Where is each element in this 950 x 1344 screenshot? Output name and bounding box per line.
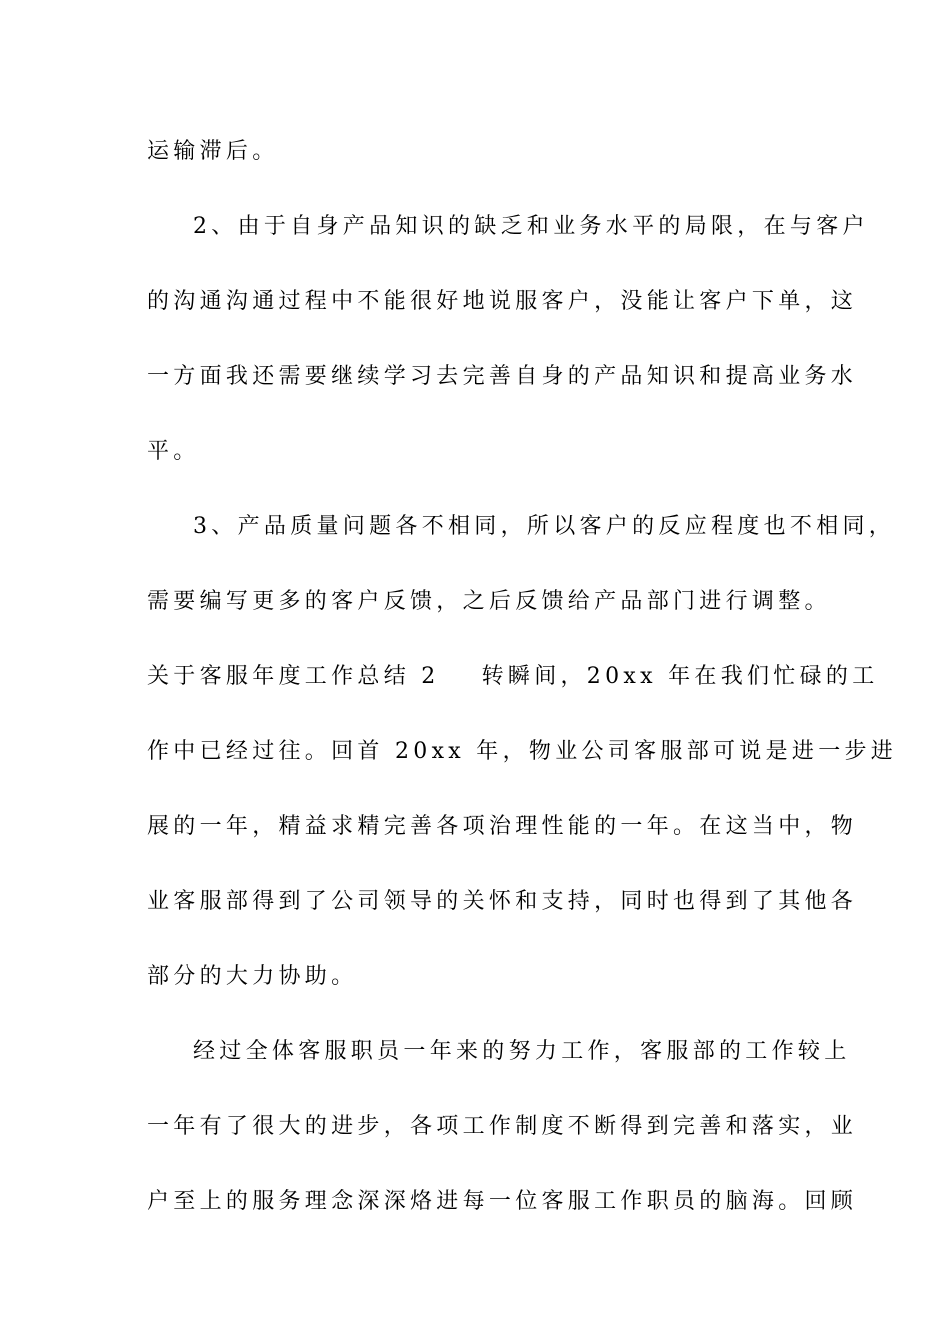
paragraph-line: 需要编写更多的客户反馈，之后反馈给产品部门进行调整。 bbox=[147, 589, 831, 614]
paragraph-line: 作中已经过往。回首 20xx 年，物业公司客服部可说是进一步进 bbox=[147, 739, 898, 764]
paragraph-line: 业客服部得到了公司领导的关怀和支持，同时也得到了其他各 bbox=[147, 889, 858, 914]
paragraph-line: 户至上的服务理念深深烙进每一位客服工作职员的脑海。回顾 bbox=[147, 1189, 858, 1214]
paragraph-text: 转瞬间，20xx 年在我们忙碌的工 bbox=[481, 664, 879, 689]
paragraph-line: 运输滞后。 bbox=[147, 139, 279, 164]
paragraph-line: 平。 bbox=[147, 439, 200, 464]
paragraph-line: 一方面我还需要继续学习去完善自身的产品知识和提高业务水 bbox=[147, 364, 858, 389]
paragraph-line: 3、产品质量问题各不相同，所以客户的反应程度也不相同， bbox=[193, 514, 896, 539]
section-heading-line bbox=[147, 662, 879, 692]
paragraph-line: 2、由于自身产品知识的缺乏和业务水平的局限，在与客户 bbox=[193, 214, 869, 239]
section-heading: 关于客服年度工作总结 2 bbox=[147, 664, 440, 689]
paragraph-line: 一年有了很大的进步，各项工作制度不断得到完善和落实，业 bbox=[147, 1114, 858, 1139]
paragraph-line: 经过全体客服职员一年来的努力工作，客服部的工作较上 bbox=[193, 1039, 851, 1064]
paragraph-line: 展的一年，精益求精完善各项治理性能的一年。在这当中，物 bbox=[147, 814, 858, 839]
paragraph-line: 的沟通沟通过程中不能很好地说服客户，没能让客户下单，这 bbox=[147, 289, 858, 314]
paragraph-line: 部分的大力协助。 bbox=[147, 964, 358, 989]
